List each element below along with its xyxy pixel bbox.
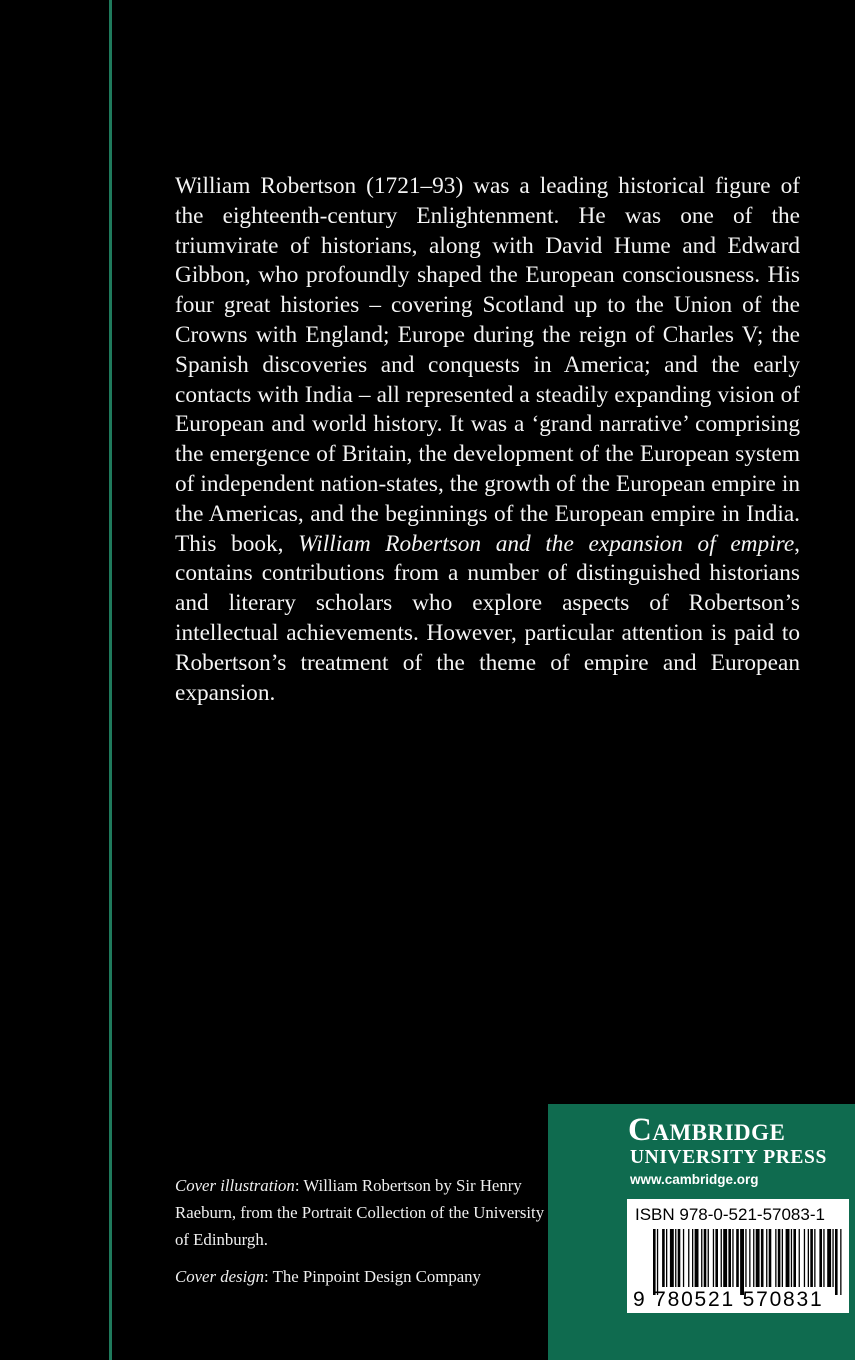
illustration-text: : William Robertson by Sir Henry Raeburn, from the Portrait Collection of the University of Edinburgh. <box>175 1176 545 1249</box>
illustration-credit <box>175 1172 545 1253</box>
barcode-bar <box>761 1229 764 1287</box>
barcode-bar <box>808 1229 809 1287</box>
barcode-bar <box>670 1229 674 1287</box>
barcode-bar <box>736 1229 739 1287</box>
barcode-bar <box>835 1229 838 1295</box>
publisher-subtitle: UNIVERSITY PRESS <box>630 1147 827 1168</box>
barcode-bar <box>713 1229 714 1287</box>
barcode-bar <box>840 1229 841 1295</box>
barcode-bar <box>721 1229 722 1287</box>
barcode-bar <box>715 1229 718 1287</box>
cover-credits <box>175 1172 545 1300</box>
barcode-bar <box>653 1229 656 1295</box>
barcode-bar <box>786 1229 790 1287</box>
spine-line <box>109 0 112 1360</box>
barcode-bar <box>683 1229 684 1287</box>
isbn-label: ISBN 978-0-521-57083-1 <box>635 1205 825 1224</box>
back-cover-blurb <box>175 172 800 708</box>
design-text: : The Pinpoint Design Company <box>264 1267 481 1286</box>
barcode-bar <box>657 1229 658 1295</box>
barcode-bar <box>814 1229 815 1287</box>
barcode-bar <box>701 1229 702 1287</box>
barcode-bar <box>823 1229 824 1287</box>
barcode-bar <box>782 1229 783 1287</box>
blurb-text-part1: William Robertson (1721–93) was a leading historical figure of the eighteenth-century Enlightenment. He was one of the triumvirate of historians, along with David Hume and Edward Gibbon, who profoundly shaped the European consciousness. His four great histories – covering Scotland up to the Union of the Crowns with England; Europe during the reign of Charles V; the Spanish discoveries and conquests in America; and the early contacts with India – all represented a steadily expanding vision of European and world history. It was a ‘grand narrative’ comprising the emergence of Britain, the development of the European system of independent nation-states, the growth of the European empire in the Americas, and the beginnings of the European empire in India. This book, <box>175 173 800 557</box>
barcode-bar <box>810 1229 813 1287</box>
barcode-bar <box>793 1229 796 1287</box>
barcode-bar <box>749 1229 750 1287</box>
barcode-bar <box>708 1229 709 1287</box>
barcode-bar <box>662 1229 665 1287</box>
design-label: Cover design <box>175 1267 265 1286</box>
barcode-digits: 9 780521 570831 <box>633 1288 824 1311</box>
barcode-bar <box>778 1229 781 1287</box>
isbn-barcode <box>627 1199 849 1313</box>
barcode-bar <box>799 1229 800 1287</box>
barcode-bar <box>723 1229 727 1287</box>
barcode-bar <box>688 1229 689 1287</box>
barcode-bar <box>804 1229 805 1287</box>
barcode-bar <box>756 1229 760 1287</box>
barcode-bar <box>732 1229 733 1287</box>
design-credit <box>175 1263 545 1290</box>
barcode-bar <box>728 1229 731 1287</box>
barcode-bar <box>740 1229 744 1295</box>
blurb-text-part2: , contains contributions from a number of distinguished historians and literary scholars who explore aspects of Robertson’s intellectual achievements. However, particular attention is paid to Robertson’s treatment of the theme of empire and European expansion. <box>175 530 800 706</box>
publisher-url: www.cambridge.org <box>630 1172 759 1187</box>
barcode-bar <box>678 1229 681 1287</box>
barcode-bar <box>766 1229 767 1287</box>
barcode-bar <box>769 1229 772 1287</box>
barcode-bar <box>692 1229 693 1287</box>
barcode-bar <box>832 1229 833 1287</box>
barcode-bar <box>819 1229 822 1287</box>
barcode-bar <box>704 1229 707 1287</box>
barcode-bar <box>775 1229 776 1287</box>
barcode-bar <box>745 1229 746 1287</box>
barcode-bar <box>666 1229 667 1287</box>
publisher-name: Cambridge <box>628 1112 786 1148</box>
barcode-bar <box>753 1229 754 1287</box>
barcode-bar <box>791 1229 792 1287</box>
illustration-label: Cover illustration <box>175 1176 295 1195</box>
barcode-bar <box>695 1229 699 1287</box>
barcode-bar <box>675 1229 676 1287</box>
blurb-book-title: William Robertson and the expansion of empire <box>298 530 795 557</box>
barcode-bar <box>827 1229 831 1287</box>
